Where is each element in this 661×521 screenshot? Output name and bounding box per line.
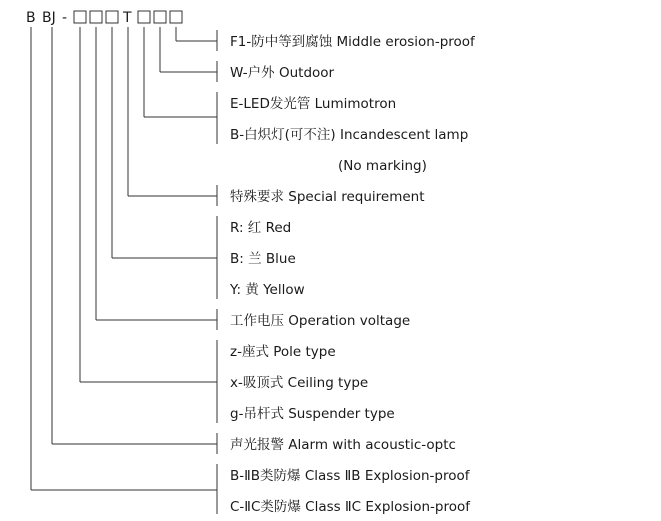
code-box-5 — [154, 11, 166, 23]
label-r: R: 红 Red — [230, 220, 292, 236]
label-y: Y: 黄 Yellow — [230, 282, 305, 298]
label-no-marking: (No marking) — [338, 158, 427, 174]
label-x: x-吸顶式 Ceiling type — [230, 375, 369, 391]
code-box-4 — [138, 11, 150, 23]
model-code-header — [26, 10, 182, 26]
code-box-6 — [170, 11, 182, 23]
label-e-led: E-LED发光管 Lumimotron — [230, 96, 397, 112]
option-labels — [229, 33, 476, 515]
label-z: z-座式 Pole type — [230, 344, 336, 360]
label-f1: F1-防中等到腐蚀 Middle erosion-proof — [230, 34, 475, 50]
code-box-3 — [106, 11, 118, 23]
label-g: g-吊杆式 Suspender type — [230, 406, 395, 422]
label-special: 特殊要求 Special requirement — [230, 189, 425, 205]
code-dash: - — [62, 10, 68, 26]
code-letters-bj: BJ — [42, 10, 56, 26]
label-w: W-户外 Outdoor — [230, 65, 335, 81]
code-box-2 — [90, 11, 102, 23]
code-letter-t: T — [123, 10, 132, 26]
label-alarm: 声光报警 Alarm with acoustic-optc — [230, 437, 456, 453]
code-letter-b: B — [26, 10, 36, 26]
connector-lines — [31, 27, 217, 490]
label-b-blue: B: 兰 Blue — [230, 251, 296, 267]
label-iic: C-ⅡC类防爆 Class ⅡC Explosion-proof — [230, 499, 470, 515]
label-b-lamp: B-白炽灯(可不注) Incandescent lamp — [230, 127, 469, 143]
code-box-1 — [74, 11, 86, 23]
label-voltage: 工作电压 Operation voltage — [230, 313, 411, 329]
label-iib: B-ⅡB类防爆 Class ⅡB Explosion-proof — [230, 468, 470, 484]
